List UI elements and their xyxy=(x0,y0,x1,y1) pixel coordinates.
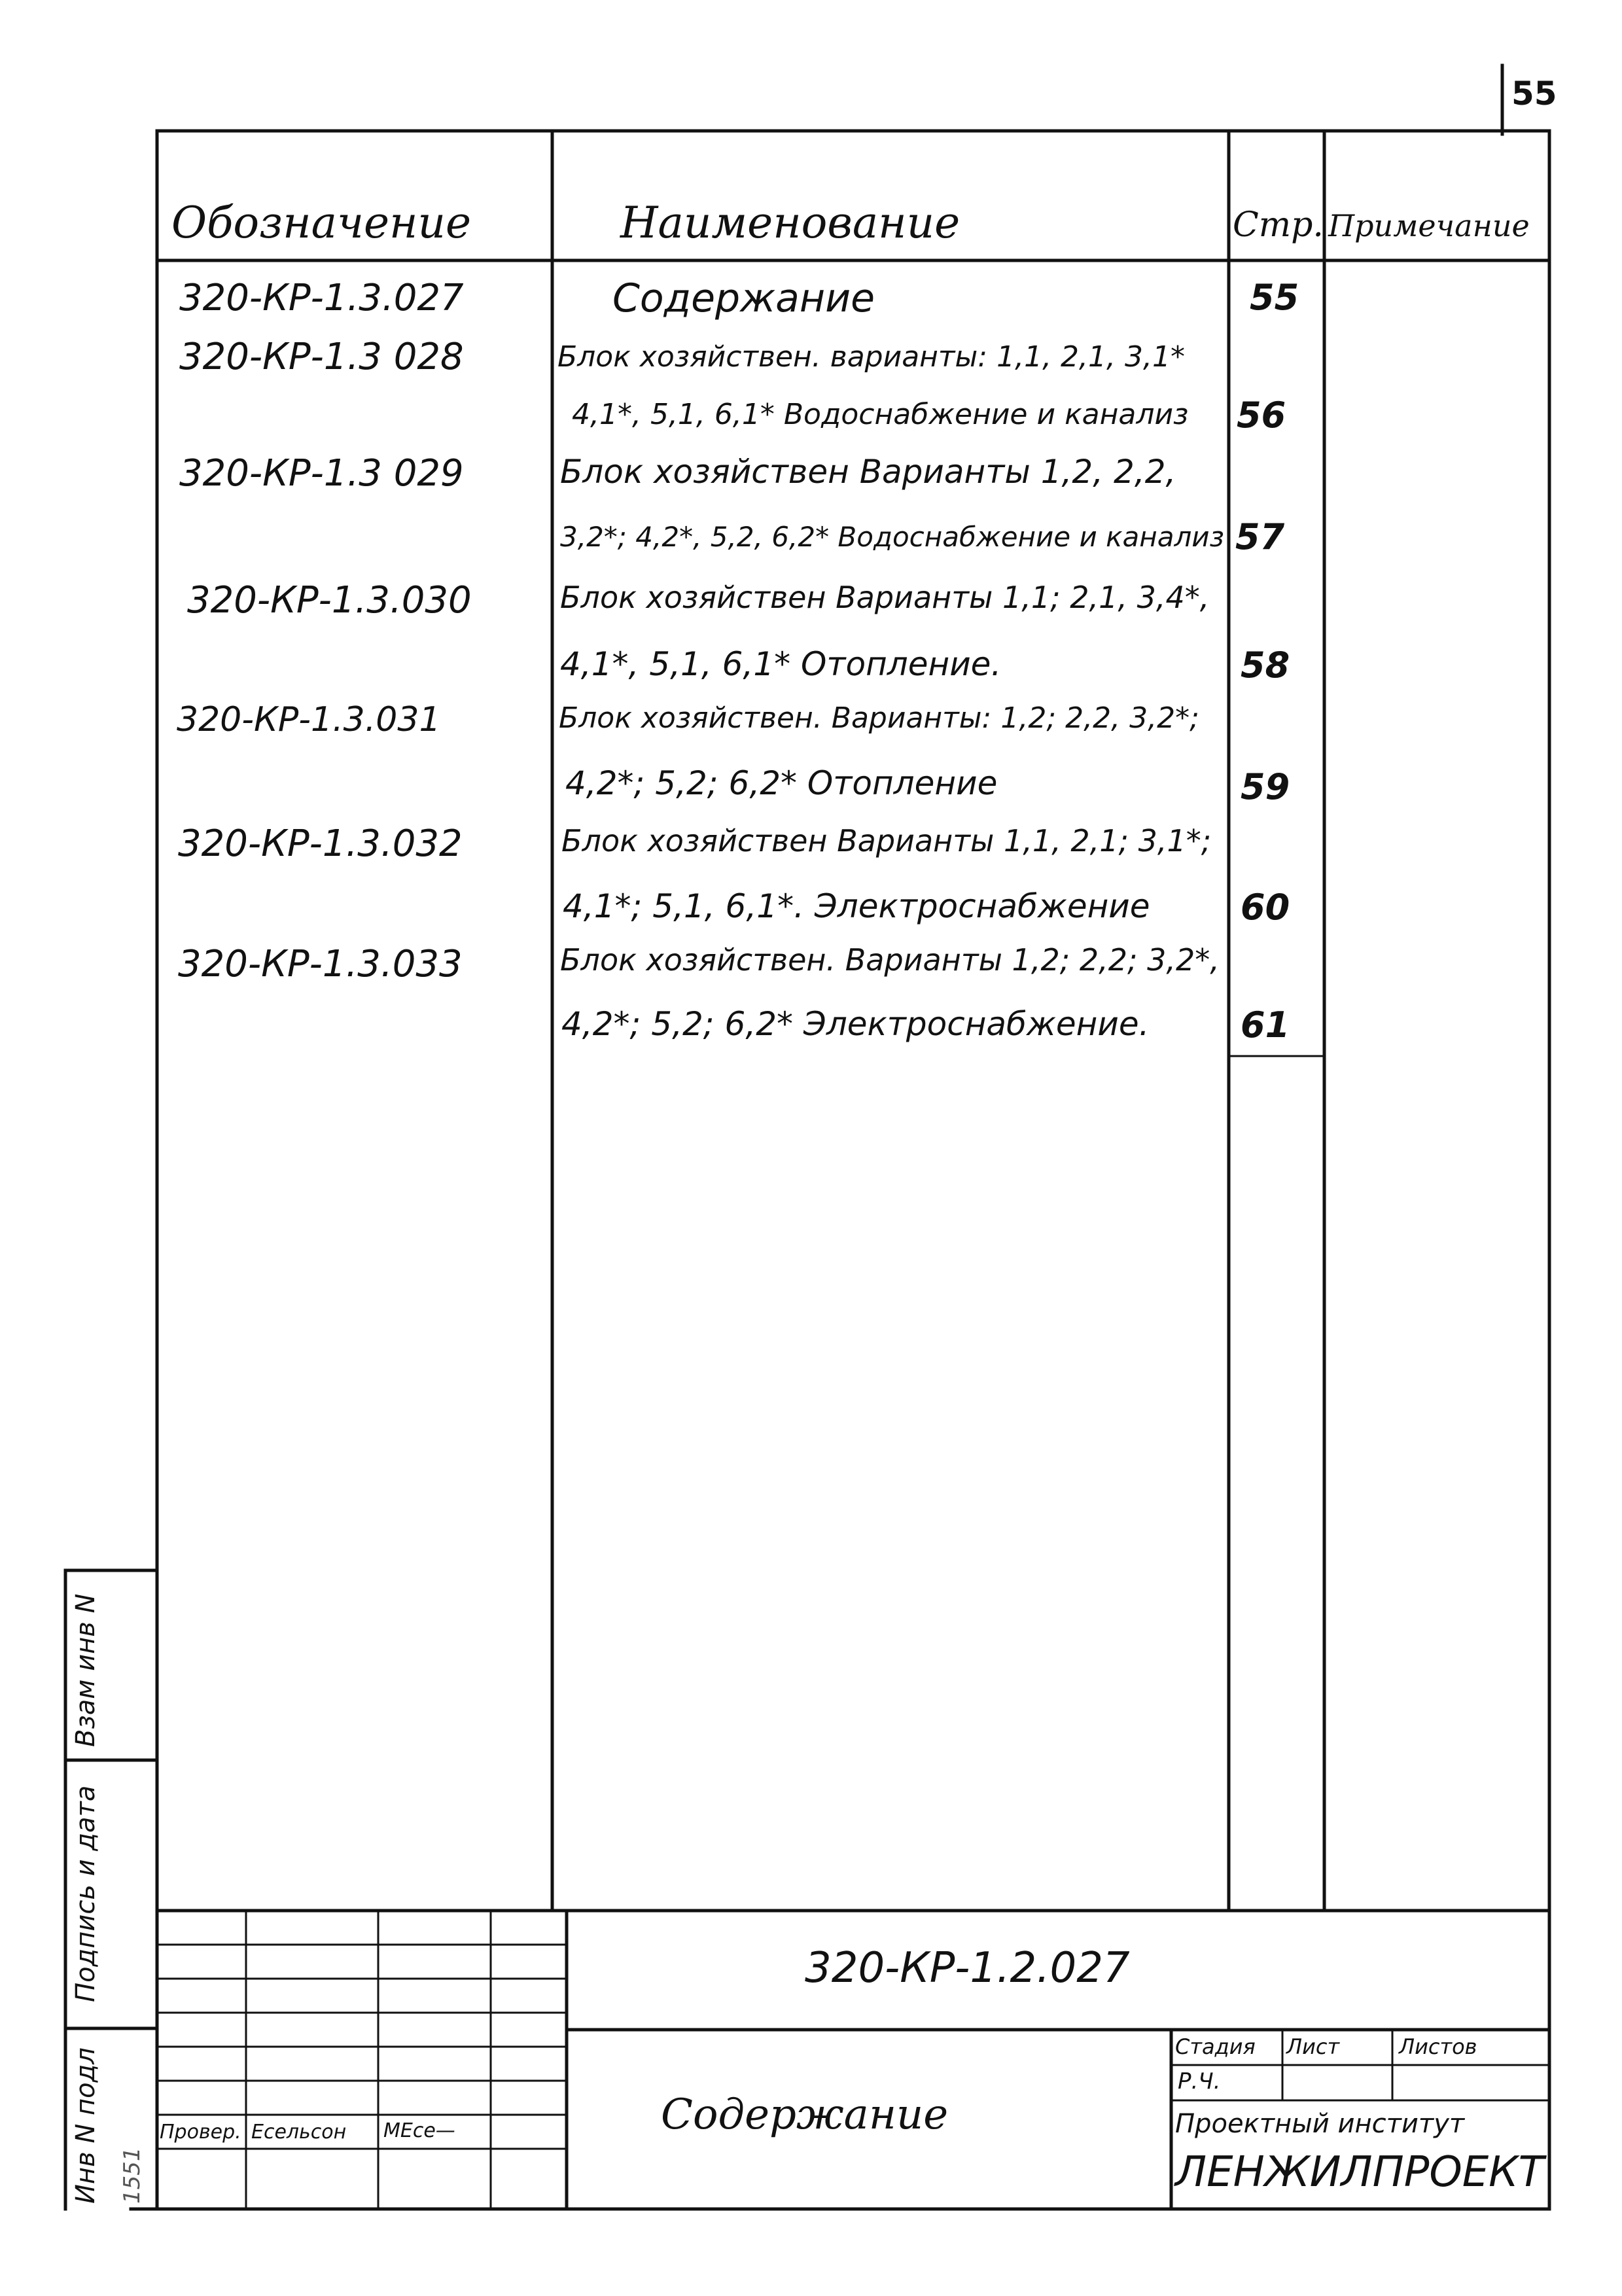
side-label-replace-inv: Взам инв N xyxy=(71,1593,101,1747)
row-code: 320-КР-1.3.033 xyxy=(178,943,463,985)
sheet-number: 55 xyxy=(1511,75,1557,113)
stage-value: Р.Ч. xyxy=(1178,2068,1221,2094)
row-code: 320-КР-1.3 028 xyxy=(179,336,464,378)
row-name-line: Содержание xyxy=(612,275,875,321)
row-name-line: Блок хозяйствен Варианты 1,1; 2,1, 3,4*, xyxy=(560,580,1210,615)
doc-code: 320-КР-1.2.027 xyxy=(805,1944,1130,1992)
row-code: 320-КР-1.3.027 xyxy=(179,277,464,319)
side-inv-value: 1551 xyxy=(119,2147,145,2204)
row-name-line: Блок хозяйствен. варианты: 1,1, 2,1, 3,1* xyxy=(557,340,1185,374)
row-code: 320-КР-1.3.032 xyxy=(178,822,463,865)
row-page: 61 xyxy=(1241,1004,1290,1046)
row-name-line: 4,1*; 5,1, 6,1*. Электроснабжение xyxy=(563,887,1150,925)
row-code: 320-КР-1.3 029 xyxy=(179,452,464,495)
row-name-line: Блок хозяйствен. Варианты: 1,2; 2,2, 3,2*; xyxy=(559,701,1199,735)
checked-label: Провер. xyxy=(160,2121,241,2144)
row-page: 59 xyxy=(1241,766,1290,807)
row-name-line: 3,2*; 4,2*, 5,2, 6,2* Водоснабжение и канализ xyxy=(560,521,1224,553)
checked-name: Есельсон xyxy=(251,2121,347,2144)
row-code: 320-КР-1.3.031 xyxy=(177,700,441,739)
header-page: Стр. xyxy=(1233,205,1324,245)
row-name-line: Блок хозяйствен. Варианты 1,2; 2,2; 3,2*, xyxy=(560,942,1220,978)
row-page: 60 xyxy=(1241,887,1290,928)
row-name-line: 4,2*; 5,2; 6,2* Отопление xyxy=(565,764,998,802)
side-label-sign-date: Подпись и дата xyxy=(71,1785,101,2002)
stage-label: Стадия xyxy=(1175,2034,1256,2059)
row-name-line: Блок хозяйствен Варианты 1,2, 2,2, xyxy=(560,453,1176,491)
header-designation: Обозначение xyxy=(171,198,472,248)
row-name-line: 4,2*; 5,2; 6,2* Электроснабжение. xyxy=(561,1005,1150,1043)
doc-title: Содержание xyxy=(661,2091,949,2139)
sheet-label: Лист xyxy=(1286,2034,1340,2059)
side-label-inv-orig: Инв N подл xyxy=(71,2047,101,2204)
checked-signature: МЕсе— xyxy=(383,2119,455,2142)
institute-line1: Проектный институт xyxy=(1175,2109,1465,2139)
row-page: 57 xyxy=(1235,516,1285,557)
row-name-line: 4,1*, 5,1, 6,1* Водоснабжение и канализ xyxy=(572,398,1189,431)
row-page: 55 xyxy=(1250,277,1299,318)
header-note: Примечание xyxy=(1328,208,1530,243)
row-code: 320-КР-1.3.030 xyxy=(187,579,472,622)
row-page: 58 xyxy=(1241,645,1290,686)
header-name: Наименование xyxy=(620,198,961,248)
institute-line2: ЛЕНЖИЛПРОЕКТ xyxy=(1175,2148,1544,2197)
row-name-line: 4,1*, 5,1, 6,1* Отопление. xyxy=(560,645,1002,683)
row-name-line: Блок хозяйствен Варианты 1,1, 2,1; 3,1*; xyxy=(561,823,1212,858)
row-page: 56 xyxy=(1237,395,1286,436)
sheets-label: Листов xyxy=(1399,2034,1477,2059)
